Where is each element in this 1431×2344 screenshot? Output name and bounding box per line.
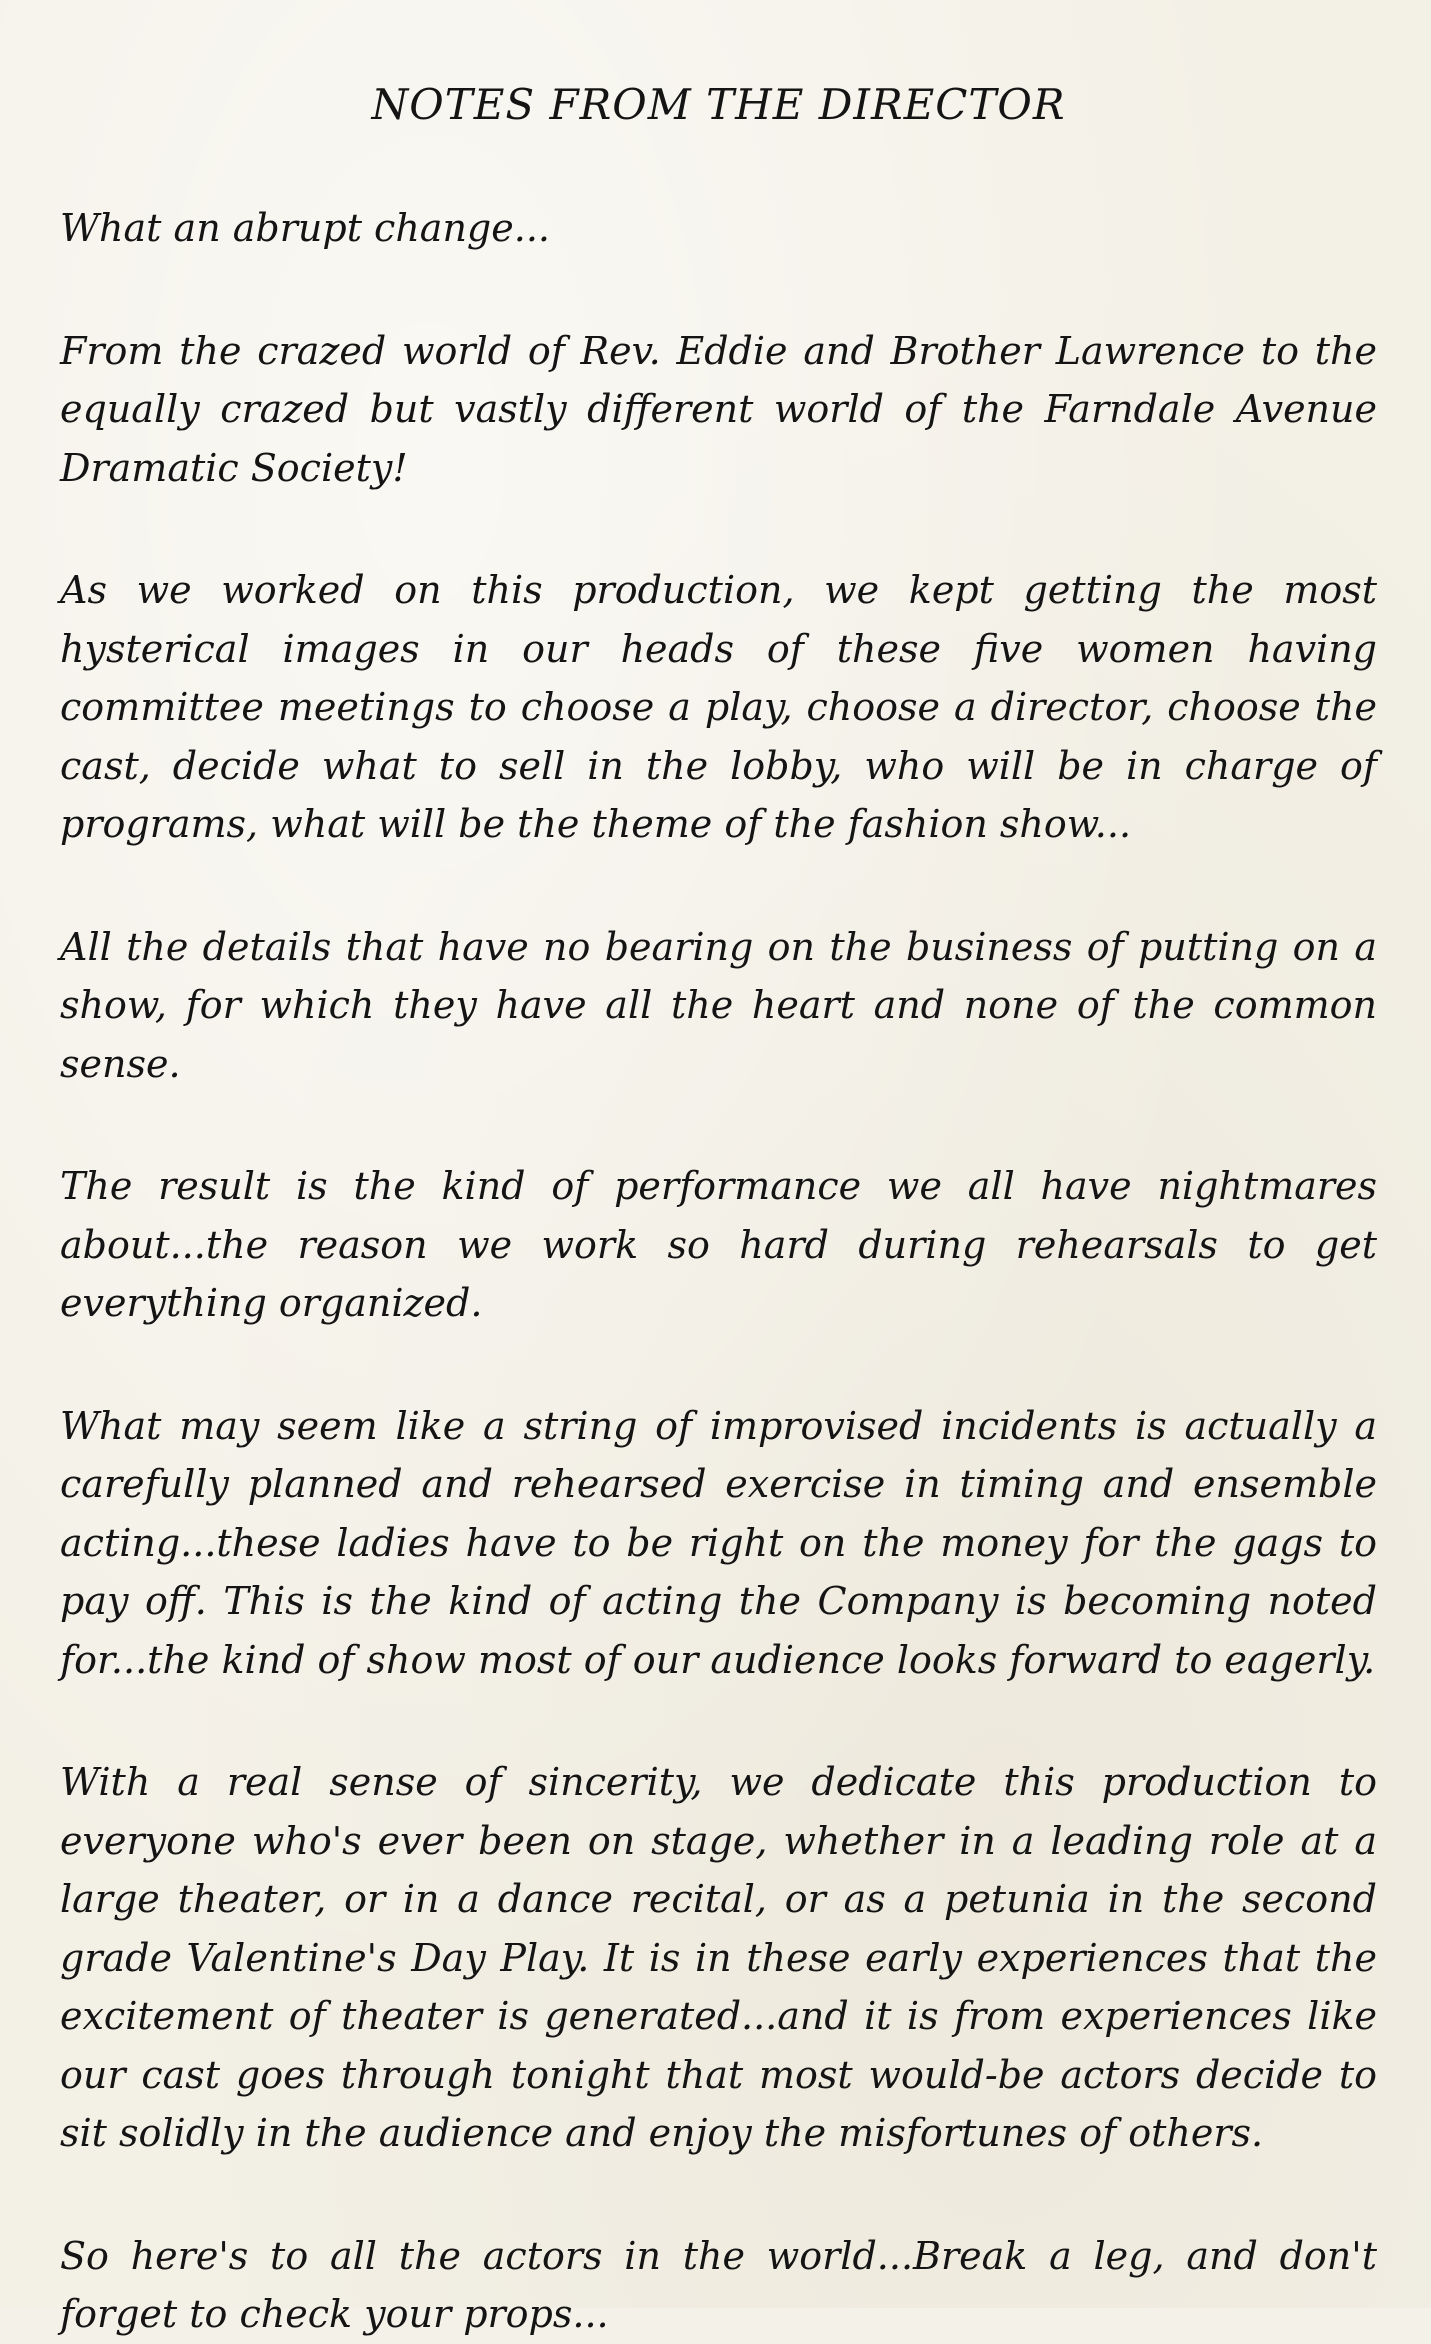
page-title: NOTES FROM THE DIRECTOR — [371, 80, 1066, 129]
paragraph-details: All the details that have no bearing on the business of putting on a show, for which they have all the heart and none of the common sense. — [60, 924, 1377, 1086]
paragraph-dedication: With a real sense of sincerity, we dedicate this production to everyone who's ever been on stage, whether in a leading role at a large theater, or in a dance recital, or as a petunia in the second grade Valentine's Day Play. It is in these early experiences that the excitement of theater is generated...and it is from experiences like our cast goes through tonight that most would-be actors decide to sit solidly in the audience and enjoy the misfortunes of others. — [60, 1760, 1377, 2155]
paragraph-improvised-incidents: What may seem like a string of improvised incidents is actually a carefully planned and rehearsed exercise in timing and ensemble acting...these ladies have to be right on the money for the gags to pay off. This is the kind of acting the Company is becoming noted for...the kind of show most of our audience looks forward to eagerly. — [60, 1403, 1377, 1682]
paragraph-production-images: As we worked on this production, we kept getting the most hysterical images in our heads of these five women having committee meetings to choose a play, choose a director, choose the cast, decide what to sell in the lobby, who will be in charge of programs, what will be the theme of the fashion show... — [60, 568, 1377, 846]
paragraph-crazed-world: From the crazed world of Rev. Eddie and Brother Lawrence to the equally crazed but vastly different world of the Farndale Avenue Dramatic Society! — [60, 328, 1377, 490]
paragraph-closing: So here's to all the actors in the world...Break a leg, and don't forget to check your props... — [60, 2233, 1377, 2336]
paragraph-result: The result is the kind of performance we all have nightmares about...the reason we work so hard during rehearsals to get everything organized. — [60, 1164, 1377, 1325]
paragraph-opening: What an abrupt change... — [60, 206, 550, 250]
